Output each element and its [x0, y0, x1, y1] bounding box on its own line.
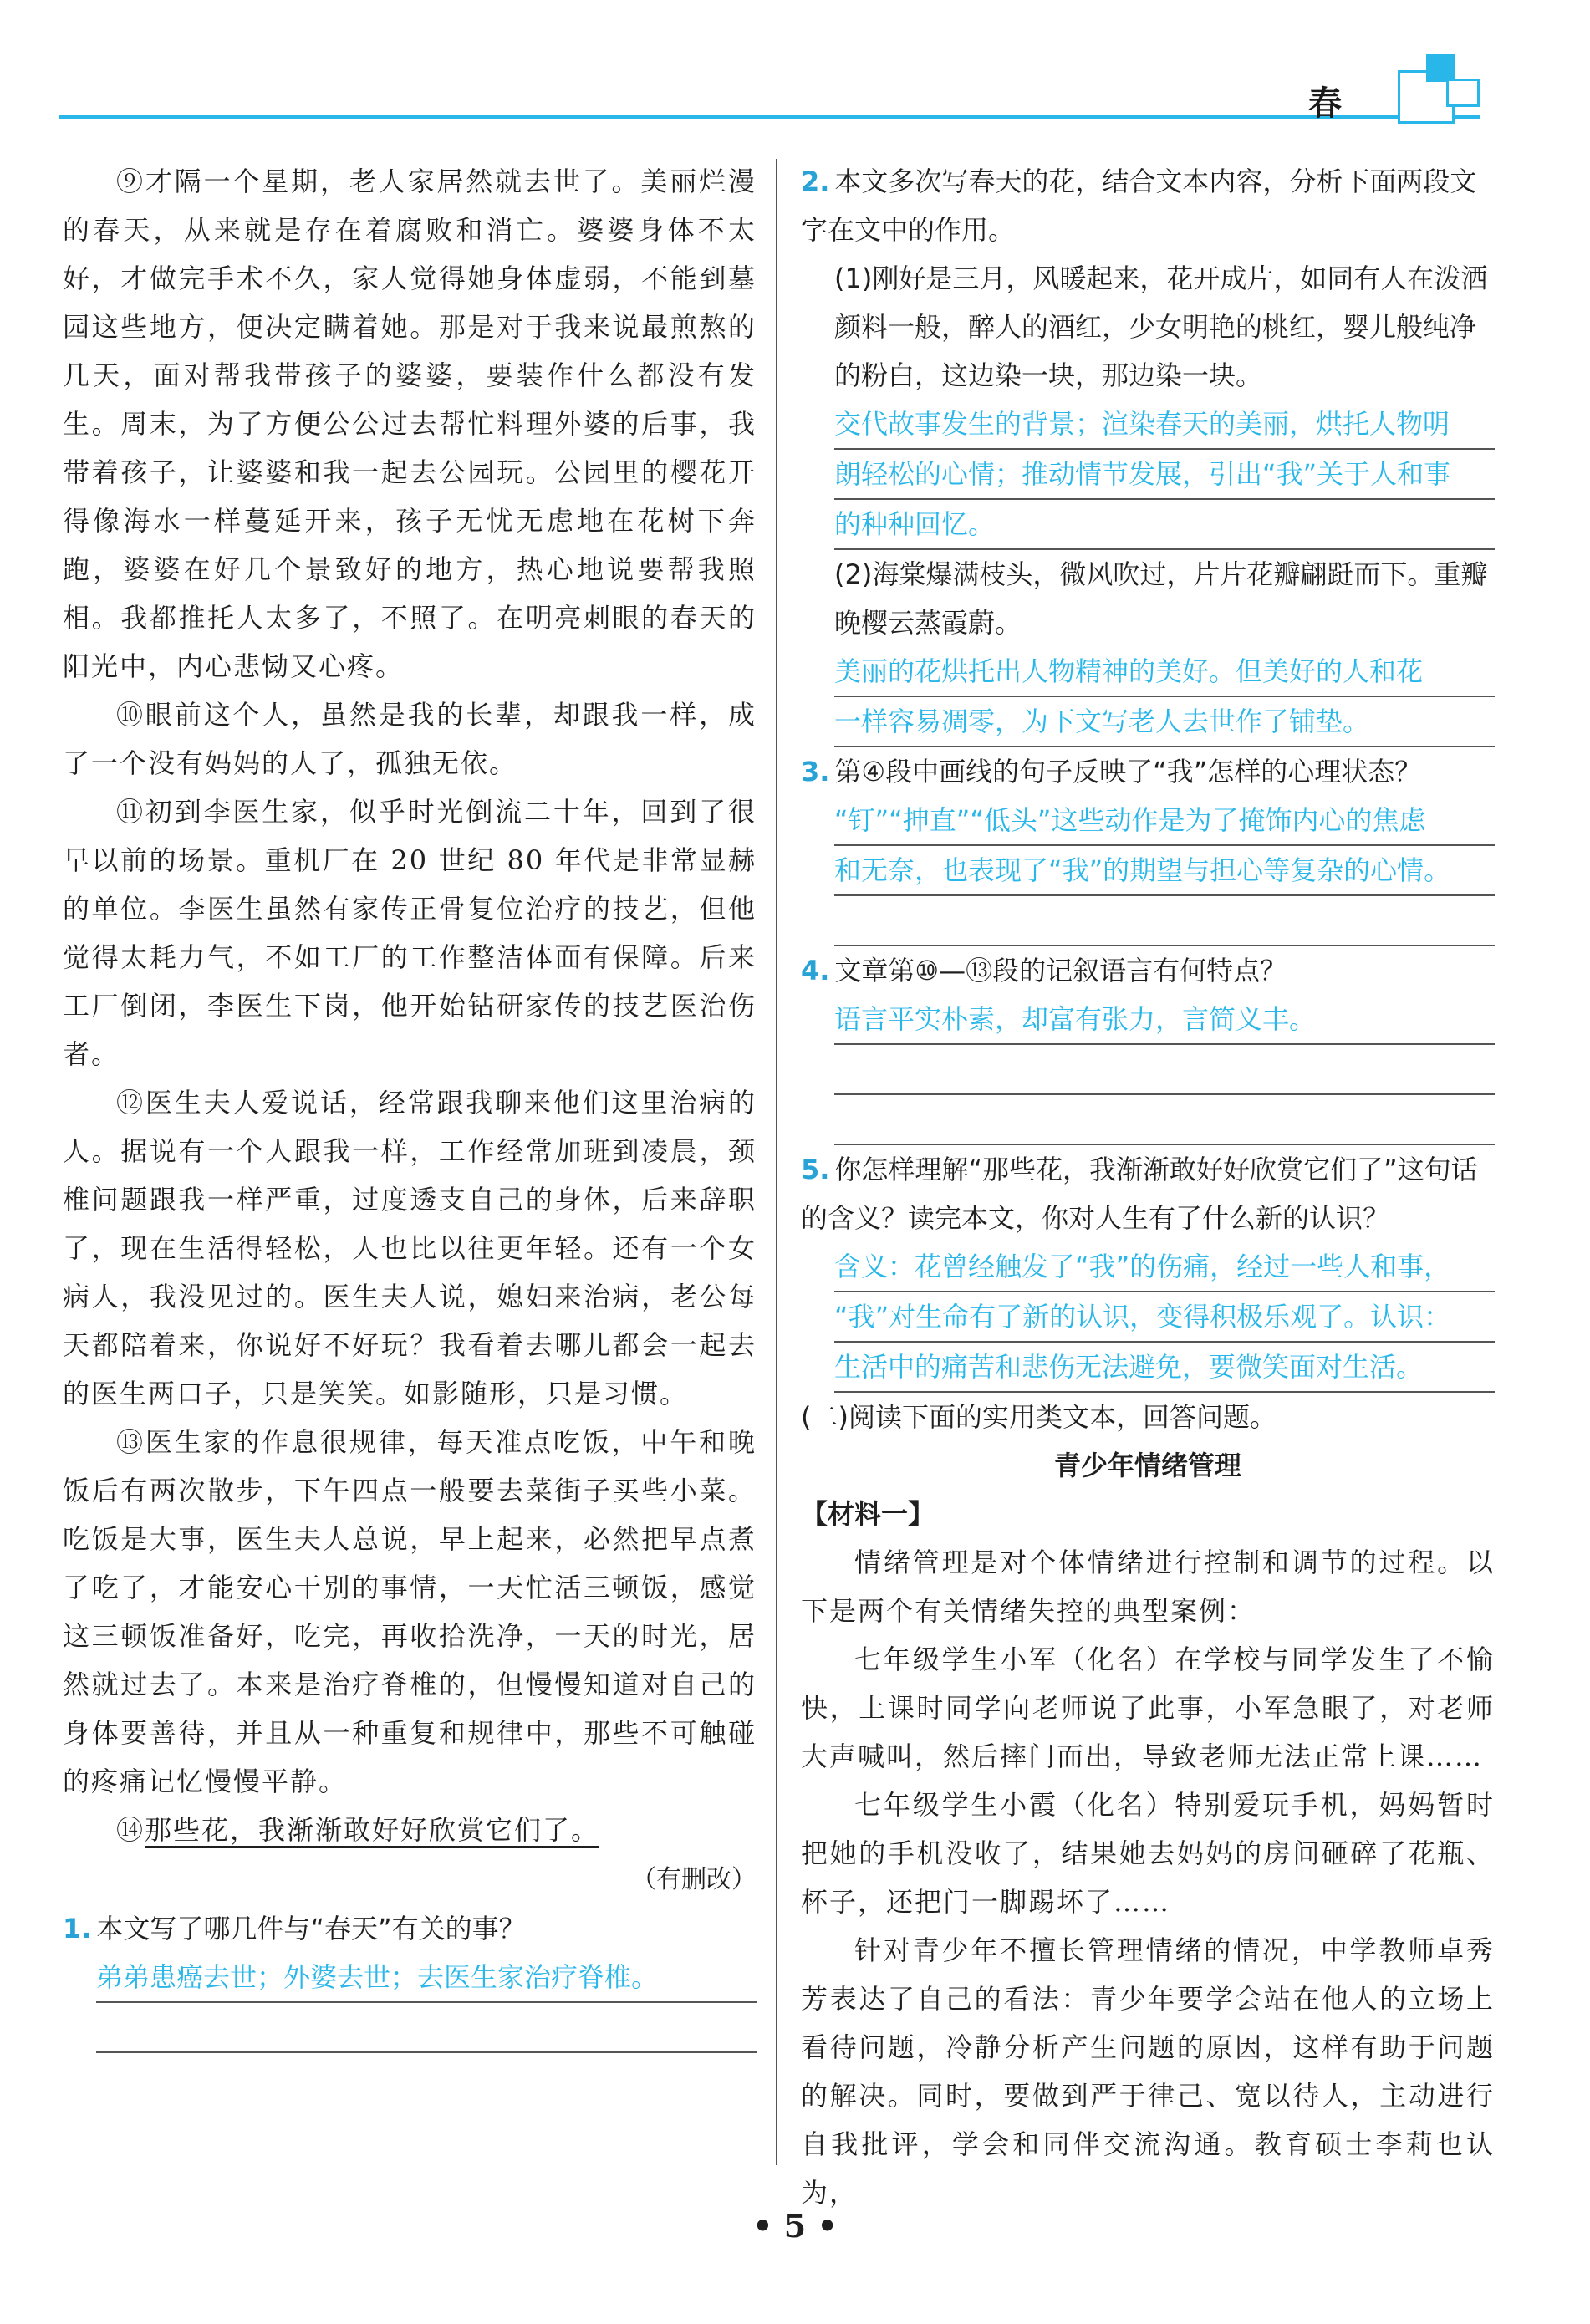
paragraph-14-number: ⑭: [116, 1814, 145, 1846]
article-paragraph: 针对青少年不擅长管理情绪的情况，中学教师卓秀芳表达了自己的看法：青少年要学会站在他人的立场上看待问题，冷静分析产生问题的原因，这样有助于问题的解决。同时，要做到严于律己、宽以待人，主动进行自我批评，学会和同伴交流沟通。教育硕士李莉也认为，: [801, 1934, 1495, 2209]
article-paragraph: 七年级学生小霞（化名）特别爱玩手机，妈妈暂时把她的手机没收了，结果她去妈妈的房间砸碎了花瓶、杯子，还把门一脚踢坏了……: [801, 1789, 1495, 1918]
header-decoration-filled: [1426, 54, 1455, 82]
question-1: [63, 1904, 757, 1953]
article-paragraph: 情绪管理是对个体情绪进行控制和调节的过程。以下是两个有关情绪失控的典型案例：: [801, 1547, 1495, 1627]
answer-line: 的种种回忆。: [834, 500, 1495, 550]
article-paragraph: 七年级学生小军（化名）在学校与同学发生了不愉快，上课时同学向老师说了此事，小军急眼了，对老师大声喊叫，然后摔门而出，导致老师无法正常上课……: [801, 1644, 1495, 1772]
question-5-text: 你怎样理解“那些花，我渐渐敢好好欣赏它们了”这句话的含义？读完本文，你对人生有了什么新的认识？: [801, 1154, 1478, 1234]
question-4-number: 4.: [801, 955, 830, 986]
right-column: [801, 157, 1495, 2217]
answer-line: “我”对生命有了新的认识，变得积极乐观了。认识：: [834, 1292, 1495, 1343]
answer-blank-line: [834, 1095, 1495, 1145]
answer-line: 一样容易凋零，为下文写老人去世作了铺垫。: [834, 697, 1495, 747]
question-5: [801, 1145, 1495, 1242]
answer-line: 语言平实朴素，却富有张力，言简义丰。: [834, 995, 1495, 1045]
question-2-answer-1: [801, 400, 1495, 550]
source-note: （有删改）: [631, 1865, 757, 1894]
question-2-answer-2: [801, 647, 1495, 747]
answer-blank-line: [834, 1045, 1495, 1095]
answer-line: 弟弟患癌去世；外婆去世；去医生家治疗脊椎。: [96, 1953, 757, 2003]
question-5-answer: [801, 1242, 1495, 1393]
paragraph-14-underlined: 那些花，我渐渐敢好好欣赏它们了。: [145, 1814, 600, 1846]
question-2-sub-1: (1)刚好是三月，风暖起来，花开成片，如同有人在泼洒颜料一般，醉人的酒红，少女明艳的桃红，婴儿般纯净的粉白，这边染一块，那边染一块。: [834, 262, 1488, 391]
question-2-sub-2: (2)海棠爆满枝头，微风吹过，片片花瓣翩跹而下。重瓣晚樱云蒸霞蔚。: [834, 558, 1488, 639]
answer-line: “钉”“抻直”“低头”这些动作是为了掩饰内心的焦虑: [834, 796, 1495, 846]
question-4-answer: [801, 995, 1495, 1045]
header-title: 春: [1308, 84, 1342, 123]
section-heading: (二)阅读下面的实用类文本，回答问题。: [801, 1401, 1277, 1433]
header-rule: [59, 115, 1480, 119]
paragraph-11: ⑪初到李医生家，似乎时光倒流二十年，回到了很早以前的场景。重机厂在 20 世纪 80 年代是非常显赫的单位。李医生虽然有家传正骨复位治疗的技艺，但他觉得太耗力气，不如工厂的工作整洁体面有保障。后来工厂倒闭，李医生下岗，他开始钻研家传的技艺医治伤者。: [63, 796, 757, 1070]
question-2-text: 本文多次写春天的花，结合文本内容，分析下面两段文字在文中的作用。: [801, 166, 1477, 246]
answer-line: 美丽的花烘托出人物精神的美好。但美好的人和花: [834, 647, 1495, 697]
paragraph-12: ⑫医生夫人爱说话，经常跟我聊来他们这里治病的人。据说有一个人跟我一样，工作经常加班到凌晨，颈椎问题跟我一样严重，过度透支自己的身体，后来辞职了，现在生活得轻松，人也比以往更年轻。还有一个女病人，我没见过的。医生夫人说，媳妇来治病，老公每天都陪着来，你说好不好玩？我看着去哪儿都会一起去的医生两口子，只是笑笑。如影随形，只是习惯。: [63, 1087, 757, 1409]
answer-blank-line: [96, 2003, 757, 2053]
column-divider: [776, 159, 777, 2165]
question-2-number: 2.: [801, 166, 830, 197]
question-3: [801, 747, 1495, 796]
answer-line: 朗轻松的心情；推动情节发展，引出“我”关于人和事: [834, 450, 1495, 500]
answer-line: 和无奈，也表现了“我”的期望与担心等复杂的心情。: [834, 846, 1495, 896]
answer-line: 生活中的痛苦和悲伤无法避免，要微笑面对生活。: [834, 1343, 1495, 1393]
answer-blank-line: [834, 896, 1495, 946]
paragraph-13: ⑬医生家的作息很规律，每天准点吃饭，中午和晚饭后有两次散步，下午四点一般要去菜街子买些小菜。吃饭是大事，医生夫人总说，早上起来，必然把早点煮了吃了，才能安心干别的事情，一天忙活三顿饭，感觉这三顿饭准备好，吃完，再收拾洗净，一天的时光，居然就过去了。本来是治疗脊椎的，但慢慢知道对自己的身体要善待，并且从一种重复和规律中，那些不可触碰的疼痛记忆慢慢平静。: [63, 1426, 757, 1797]
article-title: 青少年情绪管理: [1053, 1450, 1241, 1481]
question-4: [801, 946, 1495, 995]
question-3-number: 3.: [801, 756, 830, 787]
paragraph-14: [63, 1806, 757, 1854]
question-3-text: 第④段中画线的句子反映了“我”怎样的心理状态？: [834, 756, 1422, 787]
answer-line: 含义：花曾经触发了“我”的伤痛，经过一些人和事，: [834, 1242, 1495, 1292]
question-1-text: 本文写了哪几件与“春天”有关的事？: [96, 1913, 526, 1944]
material-label: 【材料一】: [801, 1498, 935, 1530]
paragraph-9: ⑨才隔一个星期，老人家居然就去世了。美丽烂漫的春天，从来就是存在着腐败和消亡。婆婆身体不太好，才做完手术不久，家人觉得她身体虚弱，不能到墓园这些地方，便决定瞒着她。那是对于我来说最煎熬的几天，面对帮我带孩子的婆婆，要装作什么都没有发生。周末，为了方便公公过去帮忙料理外婆的后事，我带着孩子，让婆婆和我一起去公园玩。公园里的樱花开得像海水一样蔓延开来，孩子无忧无虑地在花树下奔跑，婆婆在好几个景致好的地方，热心地说要帮我照相。我都推托人太多了，不照了。在明亮刺眼的春天的阳光中，内心悲恸又心疼。: [63, 166, 757, 682]
left-column: [63, 157, 757, 2053]
question-4-text: 文章第⑩—⑬段的记叙语言有何特点？: [834, 955, 1287, 986]
question-3-answer: [801, 796, 1495, 896]
answer-line: 交代故事发生的背景；渲染春天的美丽，烘托人物明: [834, 400, 1495, 450]
question-5-number: 5.: [801, 1154, 830, 1185]
paragraph-10: ⑩眼前这个人，虽然是我的长辈，却跟我一样，成了一个没有妈妈的人了，孤独无依。: [63, 699, 757, 779]
question-1-number: 1.: [63, 1913, 92, 1944]
question-1-answer: [63, 1953, 757, 2003]
header-decoration-outline: [1446, 79, 1480, 107]
page-number: • 5 •: [752, 2207, 838, 2245]
question-2: [801, 157, 1495, 254]
